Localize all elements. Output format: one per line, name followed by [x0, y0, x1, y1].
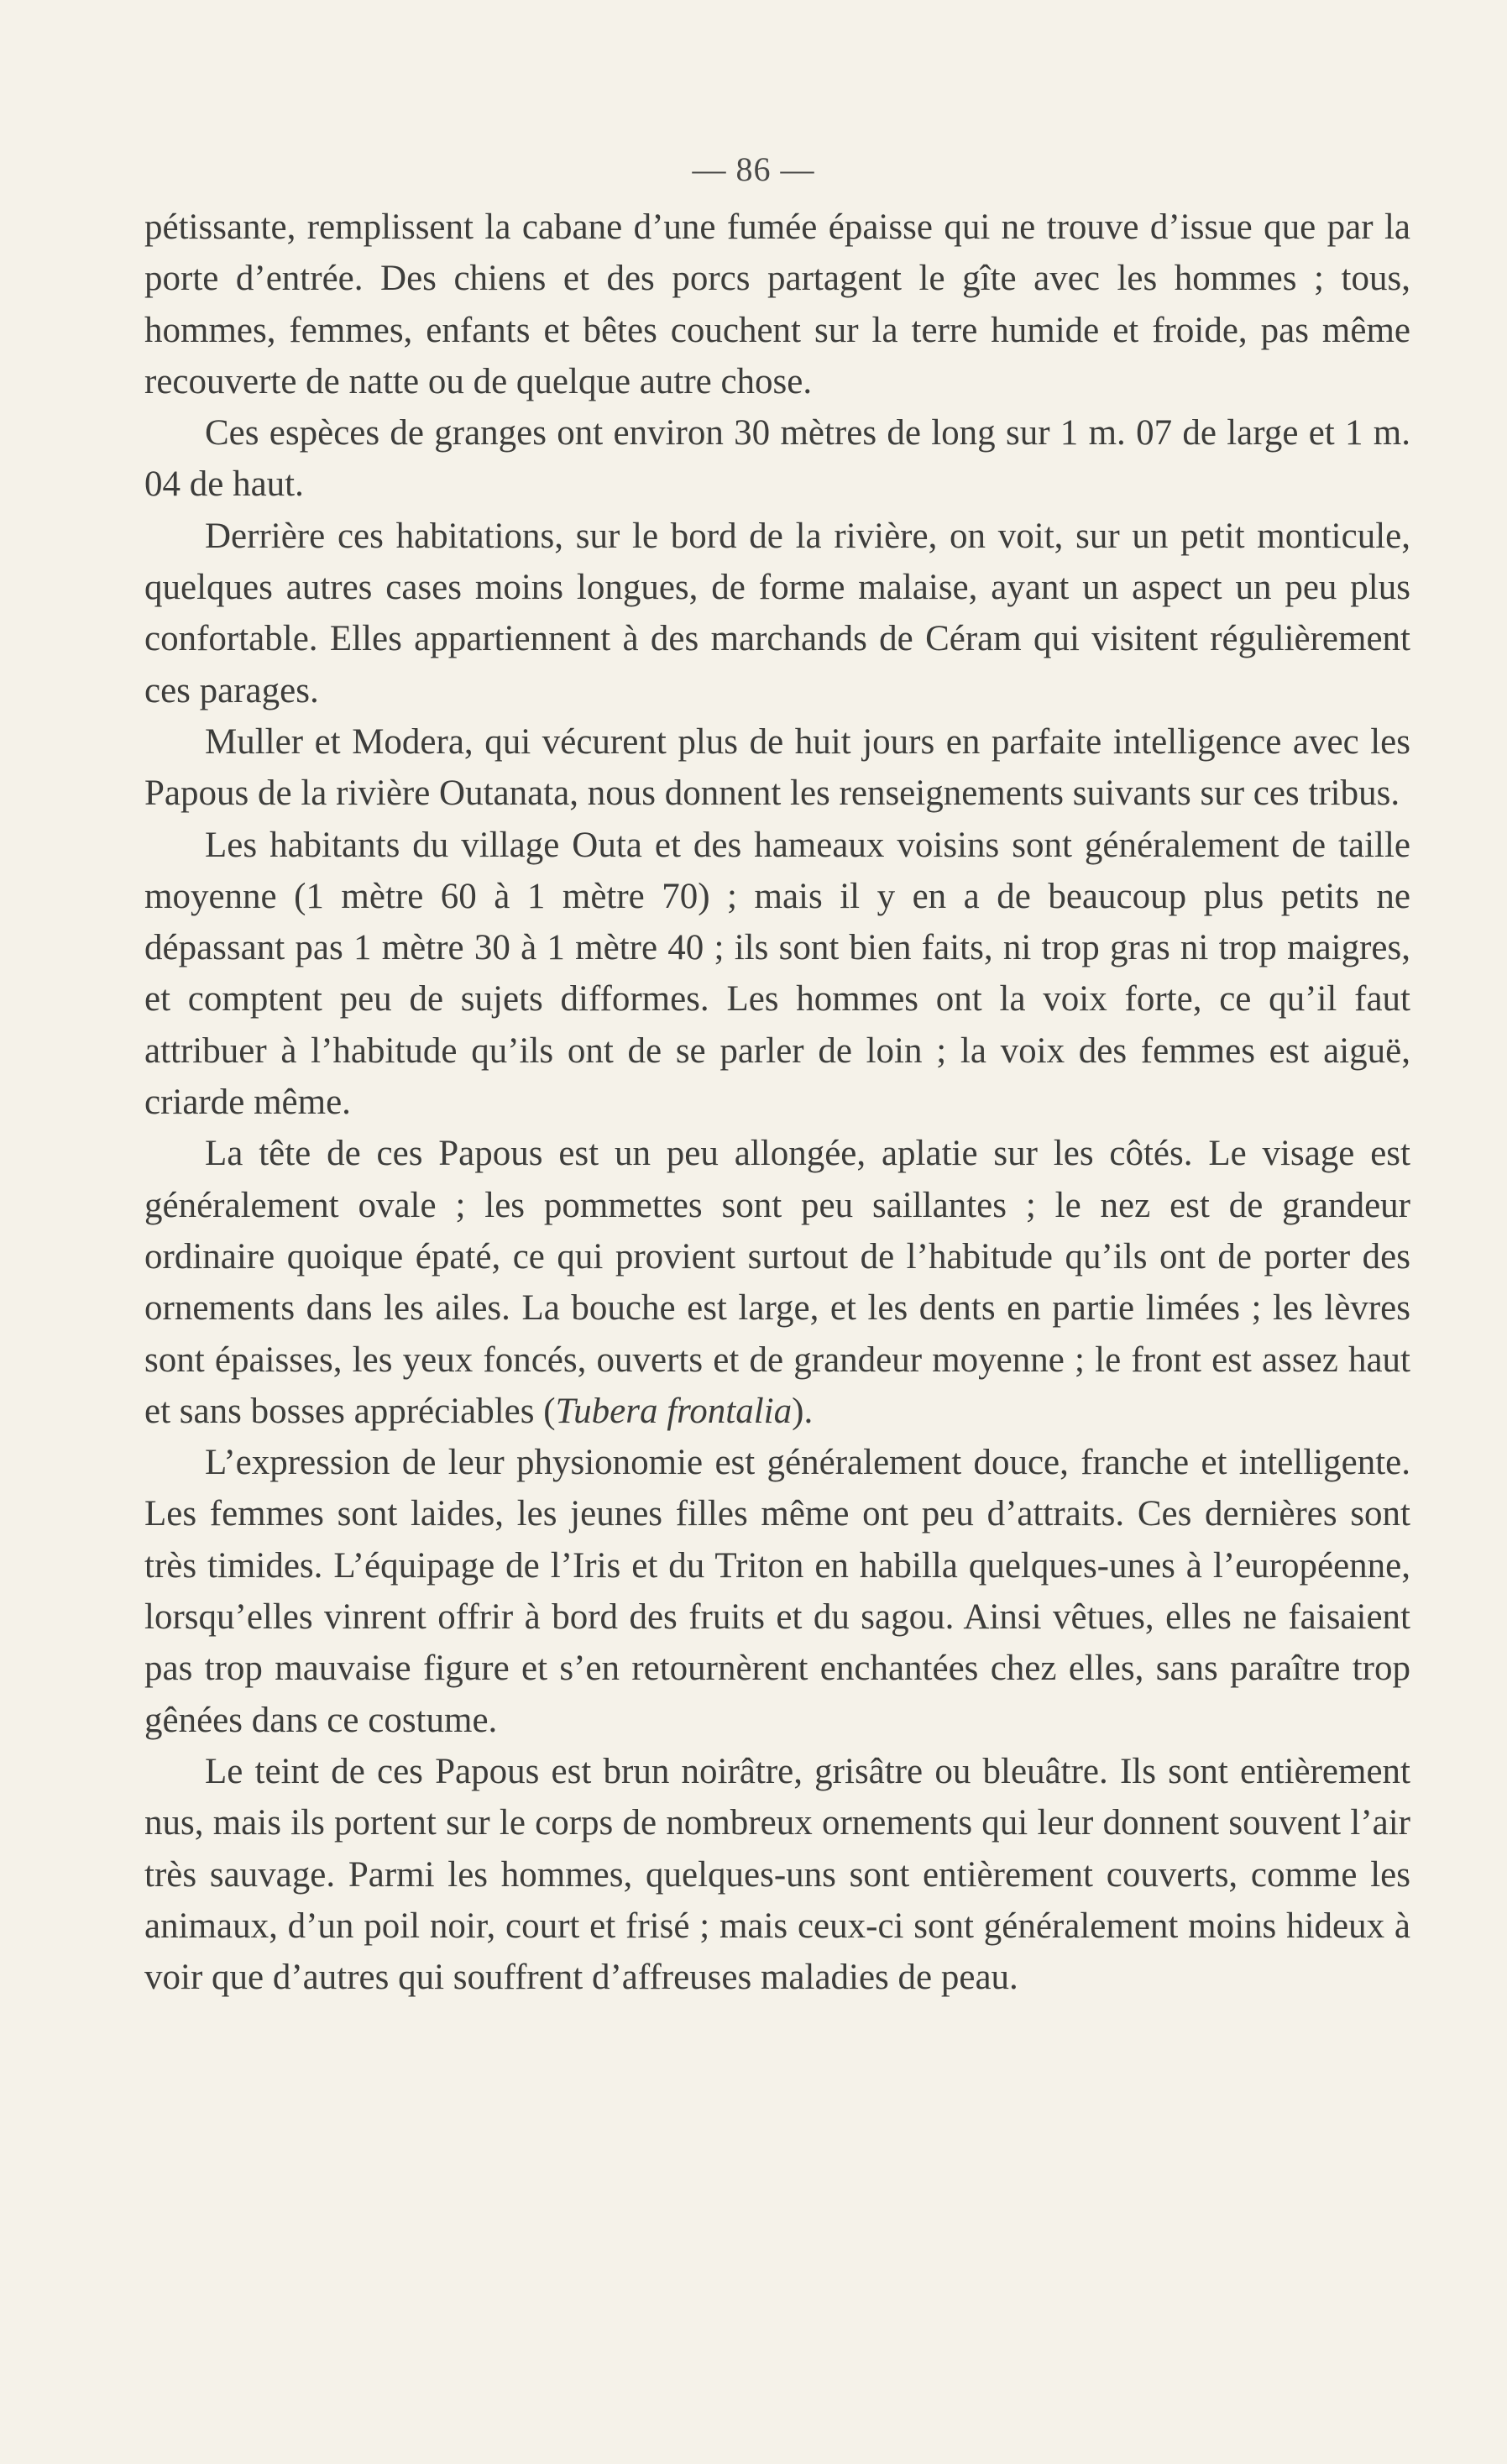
- latin-term: Tubera frontalia: [555, 1391, 793, 1431]
- paragraph-6-end: ).: [792, 1391, 814, 1431]
- paragraph-8: Le teint de ces Papous est brun noirâtre, grisâtre ou bleuâtre. Ils sont entièrement nus, mais ils portent sur le corps de nombreux ornements qui leur donnent souvent l’air très sauvage. Parmi les hommes, quelques-uns sont entièrement couverts, comme les animaux, d’un poil noir, court et frisé ; mais ceux-ci sont généralement moins hideux à voir que d’autres qui souffrent d’affreuses maladies de peau.: [144, 1751, 1410, 1998]
- paragraph-2: Ces espèces de granges ont environ 30 mètres de long sur 1 m. 07 de large et 1 m. 04 de haut.: [144, 413, 1410, 505]
- paragraph-3: Derrière ces habitations, sur le bord de la rivière, on voit, sur un petit monticule, quelques autres cases moins longues, de forme malaise, ayant un aspect un peu plus confortable. Elles appartiennent à des marchands de Céram qui visitent régulièrement ces parages.: [144, 516, 1410, 710]
- paragraph-4: Muller et Modera, qui vécurent plus de huit jours en parfaite intelligence avec les Papous de la rivière Outanata, nous donnent les renseignements suivants sur ces tribus.: [144, 721, 1410, 814]
- paragraph-6-text: La tête de ces Papous est un peu allongée, aplatie sur les côtés. Le visage est généralement ovale ; les pommettes sont peu saillantes ; le nez est de grandeur ordinaire quoique épaté, ce qui provient surtout de l’habitude qu’ils ont de porter des ornements dans les ailes. La bouche est large, et les dents en partie limées ; les lèvres sont épaisses, les yeux foncés, ouverts et de grandeur moyenne ; le front est assez haut et sans bosses appréciables (: [144, 1134, 1410, 1431]
- paragraph-1: pétissante, remplissent la cabane d’une fumée épaisse qui ne trouve d’issue que par la porte d’entrée. Des chiens et des porcs partagent le gîte avec les hommes ; tous, hommes, femmes, enfants et bêtes couchent sur la terre humide et froide, pas même recouverte de natte ou de quelque autre chose.: [144, 207, 1410, 401]
- body-text: [144, 202, 1410, 2003]
- paragraph-6: [144, 1128, 1410, 1437]
- paragraph-7: L’expression de leur physionomie est généralement douce, franche et intelligente. Les femmes sont laides, les jeunes filles même ont peu d’attraits. Ces dernières sont très timides. L’équipage de l’Iris et du Triton en habilla quelques-unes à l’européenne, lorsqu’elles vinrent offrir à bord des fruits et du sagou. Ainsi vêtues, elles ne faisaient pas trop mauvaise figure et s’en retournèrent enchantées chez elles, sans paraître trop gênées dans ce costume.: [144, 1443, 1410, 1740]
- paragraph-5: Les habitants du village Outa et des hameaux voisins sont généralement de taille moyenne (1 mètre 60 à 1 mètre 70) ; mais il y en a de beaucoup plus petits ne dépassant pas 1 mètre 30 à 1 mètre 40 ; ils sont bien faits, ni trop gras ni trop maigres, et comptent peu de sujets difformes. Les hommes ont la voix forte, ce qu’il faut attribuer à l’habitude qu’ils ont de se parler de loin ; la voix des femmes est aiguë, criarde même.: [144, 825, 1410, 1123]
- page-number: — 86 —: [692, 150, 815, 188]
